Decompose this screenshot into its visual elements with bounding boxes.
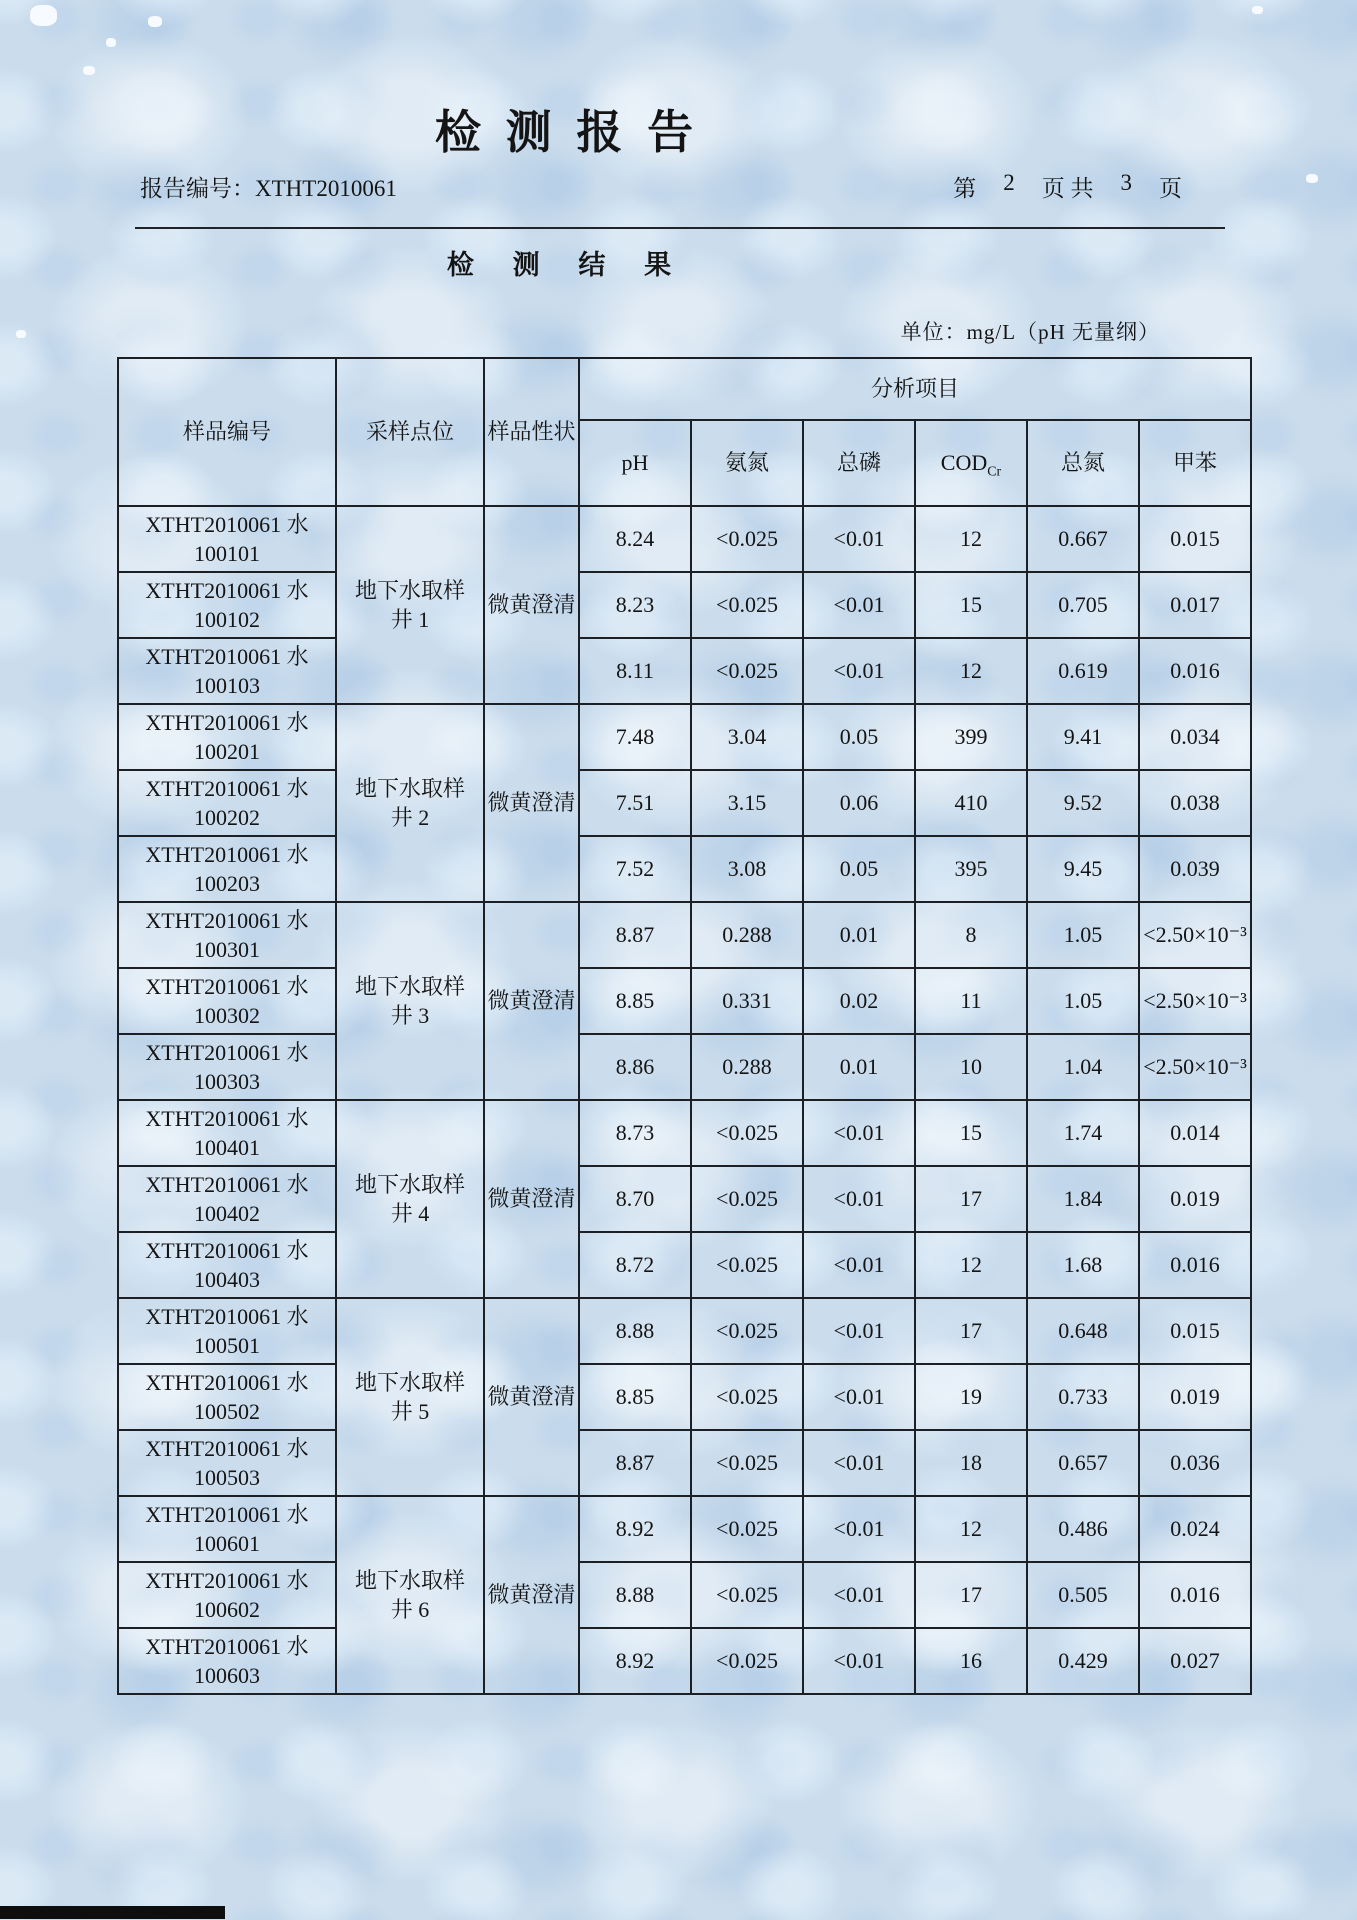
value-cell: 0.038: [1139, 770, 1251, 836]
value-cell: 8.86: [579, 1034, 691, 1100]
scan-fleck: [16, 330, 26, 338]
value-cell: 10: [915, 1034, 1027, 1100]
value-cell: 0.288: [691, 902, 803, 968]
value-cell: 8.85: [579, 1364, 691, 1430]
sample-id-cell: [118, 1628, 336, 1694]
value-cell: 0.705: [1027, 572, 1139, 638]
sample-id-cell: [118, 836, 336, 902]
sample-id-line: 100103: [194, 673, 260, 698]
page-indicator-mid: 页 共: [1041, 176, 1094, 201]
value-cell: <0.025: [691, 1562, 803, 1628]
report-title: 检 测 报 告: [434, 106, 700, 158]
col-header-ammonia-nitrogen: 氨氮: [691, 420, 803, 506]
sampling-point-line: 井 3: [390, 1003, 430, 1028]
sampling-point-cell: [336, 506, 484, 704]
value-cell: 0.015: [1139, 1298, 1251, 1364]
value-cell: <0.01: [803, 1100, 915, 1166]
value-cell: <0.01: [803, 1430, 915, 1496]
divider-line: [135, 227, 1225, 229]
value-cell: <0.025: [691, 1232, 803, 1298]
sample-character-cell: 微黄澄清: [484, 902, 579, 1100]
scan-artifact-bar: [0, 1906, 225, 1919]
value-cell: 0.039: [1139, 836, 1251, 902]
value-cell: 8.88: [579, 1562, 691, 1628]
value-cell: 0.017: [1139, 572, 1251, 638]
results-table-body: [118, 506, 1251, 1694]
sample-id-line: XTHT2010061 水: [145, 1237, 309, 1263]
value-cell: <0.01: [803, 506, 915, 572]
unit-note: 单位：mg/L（pH 无量纲）: [900, 320, 1160, 344]
sampling-point-line: 井 4: [390, 1201, 430, 1226]
sample-id-line: XTHT2010061 水: [145, 1303, 309, 1329]
value-cell: 7.52: [579, 836, 691, 902]
sample-character-cell: 微黄澄清: [484, 506, 579, 704]
table-row: [118, 1496, 1251, 1562]
sample-character-cell: 微黄澄清: [484, 1496, 579, 1694]
col-header-sampling-point: 采样点位: [336, 358, 484, 506]
value-cell: 8.24: [579, 506, 691, 572]
value-cell: 0.01: [803, 902, 915, 968]
sample-id-line: XTHT2010061 水: [145, 1171, 309, 1197]
value-cell: 0.019: [1139, 1364, 1251, 1430]
table-row: [118, 1628, 1251, 1694]
sample-id-cell: [118, 1232, 336, 1298]
value-cell: 399: [915, 704, 1027, 770]
value-cell: <0.01: [803, 1364, 915, 1430]
col-header-toluene: 甲苯: [1139, 420, 1251, 506]
value-cell: 0.667: [1027, 506, 1139, 572]
value-cell: 17: [915, 1166, 1027, 1232]
value-cell: 19: [915, 1364, 1027, 1430]
value-cell: 0.06: [803, 770, 915, 836]
sample-id-line: XTHT2010061 水: [145, 1105, 309, 1131]
sample-id-line: XTHT2010061 水: [145, 1039, 309, 1065]
scan-fleck: [30, 5, 57, 26]
sample-id-cell: [118, 770, 336, 836]
sample-id-line: 100602: [194, 1597, 260, 1622]
value-cell: 1.84: [1027, 1166, 1139, 1232]
sample-id-line: 100503: [194, 1465, 260, 1490]
sample-id-cell: [118, 1166, 336, 1232]
table-row: [118, 1100, 1251, 1166]
scan-fleck: [83, 66, 95, 75]
value-cell: 7.48: [579, 704, 691, 770]
current-page-number: 2: [1003, 170, 1015, 195]
value-cell: 8.73: [579, 1100, 691, 1166]
sample-id-line: 100201: [194, 739, 260, 764]
sample-id-line: XTHT2010061 水: [145, 511, 309, 537]
value-cell: 1.04: [1027, 1034, 1139, 1100]
table-row: [118, 704, 1251, 770]
sample-id-line: XTHT2010061 水: [145, 1567, 309, 1593]
table-row: [118, 902, 1251, 968]
page-indicator-prefix: 第: [953, 176, 977, 201]
table-row: [118, 572, 1251, 638]
sample-id-line: 100601: [194, 1531, 260, 1556]
value-cell: 0.733: [1027, 1364, 1139, 1430]
scan-fleck: [1252, 6, 1263, 14]
sampling-point-line: 地下水取样: [354, 1567, 465, 1593]
col-header-ph: pH: [579, 420, 691, 506]
value-cell: <0.025: [691, 572, 803, 638]
value-cell: 8.72: [579, 1232, 691, 1298]
sample-id-line: XTHT2010061 水: [145, 907, 309, 933]
value-cell: <0.025: [691, 1496, 803, 1562]
value-cell: 0.015: [1139, 506, 1251, 572]
sample-id-cell: [118, 902, 336, 968]
value-cell: 0.01: [803, 1034, 915, 1100]
scan-fleck: [106, 38, 116, 47]
value-cell: 16: [915, 1628, 1027, 1694]
sampling-point-line: 地下水取样: [354, 1369, 465, 1395]
value-cell: 1.05: [1027, 968, 1139, 1034]
table-row: [118, 1166, 1251, 1232]
total-pages-number: 3: [1120, 170, 1132, 195]
sample-id-line: 100203: [194, 871, 260, 896]
sampling-point-cell: [336, 1298, 484, 1496]
value-cell: <2.50×10⁻³: [1139, 902, 1251, 968]
sample-id-cell: [118, 506, 336, 572]
sample-id-line: 100501: [194, 1333, 260, 1358]
value-cell: <0.025: [691, 506, 803, 572]
sample-id-cell: [118, 704, 336, 770]
sample-id-line: XTHT2010061 水: [145, 973, 309, 999]
value-cell: 8.87: [579, 902, 691, 968]
sample-id-line: XTHT2010061 水: [145, 1369, 309, 1395]
value-cell: <0.01: [803, 572, 915, 638]
value-cell: 395: [915, 836, 1027, 902]
col-header-cod: [915, 420, 1027, 506]
value-cell: <0.025: [691, 1364, 803, 1430]
value-cell: 9.45: [1027, 836, 1139, 902]
table-row: [118, 968, 1251, 1034]
sample-id-line: XTHT2010061 水: [145, 841, 309, 867]
sample-id-cell: [118, 572, 336, 638]
sample-id-line: 100101: [194, 541, 260, 566]
sample-id-cell: [118, 968, 336, 1034]
value-cell: 11: [915, 968, 1027, 1034]
value-cell: <0.01: [803, 1166, 915, 1232]
sample-id-line: 100202: [194, 805, 260, 830]
value-cell: 8.70: [579, 1166, 691, 1232]
sample-id-line: 100402: [194, 1201, 260, 1226]
value-cell: 0.505: [1027, 1562, 1139, 1628]
col-header-sample-character: 样品性状: [484, 358, 579, 506]
sample-id-cell: [118, 1100, 336, 1166]
value-cell: 8.92: [579, 1496, 691, 1562]
table-row: [118, 638, 1251, 704]
value-cell: 0.331: [691, 968, 803, 1034]
value-cell: <0.025: [691, 1430, 803, 1496]
sample-id-line: 100302: [194, 1003, 260, 1028]
sample-id-line: XTHT2010061 水: [145, 1633, 309, 1659]
cod-subscript: Cr: [987, 464, 1002, 480]
value-cell: <0.01: [803, 1628, 915, 1694]
table-row: [118, 1232, 1251, 1298]
sampling-point-line: 井 2: [390, 805, 430, 830]
value-cell: 0.027: [1139, 1628, 1251, 1694]
sample-id-line: 100603: [194, 1663, 260, 1688]
sample-id-line: 100303: [194, 1069, 260, 1094]
value-cell: 0.016: [1139, 1562, 1251, 1628]
value-cell: 1.74: [1027, 1100, 1139, 1166]
table-row: [118, 1364, 1251, 1430]
sample-id-line: 100301: [194, 937, 260, 962]
value-cell: 8.87: [579, 1430, 691, 1496]
col-header-total-nitrogen: 总氮: [1027, 420, 1139, 506]
report-meta-row: [140, 170, 1182, 203]
scan-fleck: [1306, 174, 1318, 183]
sample-id-line: XTHT2010061 水: [145, 643, 309, 669]
value-cell: <0.01: [803, 1232, 915, 1298]
value-cell: 8.92: [579, 1628, 691, 1694]
sample-id-line: 100502: [194, 1399, 260, 1424]
value-cell: 12: [915, 1496, 1027, 1562]
sampling-point-line: 井 1: [390, 607, 430, 632]
sample-id-cell: [118, 638, 336, 704]
value-cell: 0.288: [691, 1034, 803, 1100]
value-cell: 0.019: [1139, 1166, 1251, 1232]
sampling-point-cell: [336, 704, 484, 902]
sample-id-line: XTHT2010061 水: [145, 1501, 309, 1527]
col-header-analysis-group: 分析项目: [579, 358, 1251, 420]
sample-id-line: XTHT2010061 水: [145, 709, 309, 735]
cod-label: COD: [940, 450, 988, 476]
sample-id-cell: [118, 1430, 336, 1496]
page-indicator-suffix: 页: [1159, 176, 1182, 201]
value-cell: <0.025: [691, 1166, 803, 1232]
value-cell: <0.025: [691, 1298, 803, 1364]
value-cell: 17: [915, 1298, 1027, 1364]
sample-id-line: 100403: [194, 1267, 260, 1292]
section-title: 检 测 结 果: [446, 250, 688, 280]
table-row: [118, 836, 1251, 902]
sampling-point-cell: [336, 902, 484, 1100]
value-cell: 8.85: [579, 968, 691, 1034]
scan-fleck: [148, 16, 162, 27]
report-number-value: XTHT2010061: [255, 176, 397, 201]
value-cell: 8.23: [579, 572, 691, 638]
value-cell: 0.014: [1139, 1100, 1251, 1166]
value-cell: <2.50×10⁻³: [1139, 1034, 1251, 1100]
table-row: [118, 506, 1251, 572]
value-cell: 0.016: [1139, 1232, 1251, 1298]
value-cell: 0.02: [803, 968, 915, 1034]
value-cell: 15: [915, 572, 1027, 638]
value-cell: 0.05: [803, 836, 915, 902]
value-cell: 8: [915, 902, 1027, 968]
value-cell: 0.036: [1139, 1430, 1251, 1496]
table-row: [118, 1430, 1251, 1496]
results-table: [117, 357, 1252, 1695]
value-cell: 9.41: [1027, 704, 1139, 770]
page-indicator: [953, 170, 1182, 203]
value-cell: 8.11: [579, 638, 691, 704]
table-row: [118, 1298, 1251, 1364]
sample-id-line: XTHT2010061 水: [145, 577, 309, 603]
value-cell: 12: [915, 506, 1027, 572]
sample-id-cell: [118, 1298, 336, 1364]
col-header-total-phosphorus: 总磷: [803, 420, 915, 506]
value-cell: 0.648: [1027, 1298, 1139, 1364]
value-cell: 410: [915, 770, 1027, 836]
value-cell: <2.50×10⁻³: [1139, 968, 1251, 1034]
sample-id-line: 100401: [194, 1135, 260, 1160]
value-cell: <0.025: [691, 1100, 803, 1166]
sample-id-cell: [118, 1364, 336, 1430]
value-cell: <0.025: [691, 1628, 803, 1694]
report-number-label: 报告编号：: [140, 176, 255, 201]
value-cell: <0.01: [803, 638, 915, 704]
value-cell: 15: [915, 1100, 1027, 1166]
sampling-point-line: 井 5: [390, 1399, 430, 1424]
sampling-point-line: 地下水取样: [354, 973, 465, 999]
value-cell: 0.619: [1027, 638, 1139, 704]
value-cell: 0.05: [803, 704, 915, 770]
value-cell: 0.034: [1139, 704, 1251, 770]
value-cell: 1.68: [1027, 1232, 1139, 1298]
sampling-point-line: 地下水取样: [354, 577, 465, 603]
sampling-point-cell: [336, 1100, 484, 1298]
value-cell: <0.025: [691, 638, 803, 704]
sampling-point-line: 地下水取样: [354, 775, 465, 801]
sample-character-cell: 微黄澄清: [484, 1298, 579, 1496]
value-cell: 8.88: [579, 1298, 691, 1364]
value-cell: 12: [915, 1232, 1027, 1298]
report-number: [140, 170, 397, 203]
sample-id-cell: [118, 1034, 336, 1100]
sample-character-cell: 微黄澄清: [484, 1100, 579, 1298]
results-table-header: [118, 358, 1251, 506]
sampling-point-line: 地下水取样: [354, 1171, 465, 1197]
value-cell: 0.486: [1027, 1496, 1139, 1562]
value-cell: 0.024: [1139, 1496, 1251, 1562]
table-row: [118, 770, 1251, 836]
value-cell: 0.657: [1027, 1430, 1139, 1496]
sample-id-line: XTHT2010061 水: [145, 775, 309, 801]
sample-id-line: 100102: [194, 607, 260, 632]
value-cell: 7.51: [579, 770, 691, 836]
sample-character-cell: 微黄澄清: [484, 704, 579, 902]
value-cell: 9.52: [1027, 770, 1139, 836]
value-cell: 12: [915, 638, 1027, 704]
table-row: [118, 1562, 1251, 1628]
value-cell: <0.01: [803, 1496, 915, 1562]
table-row: [118, 1034, 1251, 1100]
value-cell: 1.05: [1027, 902, 1139, 968]
sample-id-cell: [118, 1562, 336, 1628]
header-row-top: [118, 358, 1251, 420]
sampling-point-line: 井 6: [390, 1597, 430, 1622]
sample-id-line: XTHT2010061 水: [145, 1435, 309, 1461]
value-cell: 17: [915, 1562, 1027, 1628]
value-cell: 3.15: [691, 770, 803, 836]
value-cell: 0.016: [1139, 638, 1251, 704]
sampling-point-cell: [336, 1496, 484, 1694]
value-cell: 3.04: [691, 704, 803, 770]
value-cell: <0.01: [803, 1562, 915, 1628]
value-cell: 3.08: [691, 836, 803, 902]
value-cell: 0.429: [1027, 1628, 1139, 1694]
col-header-sample-id: 样品编号: [118, 358, 336, 506]
value-cell: 18: [915, 1430, 1027, 1496]
sample-id-cell: [118, 1496, 336, 1562]
value-cell: <0.01: [803, 1298, 915, 1364]
